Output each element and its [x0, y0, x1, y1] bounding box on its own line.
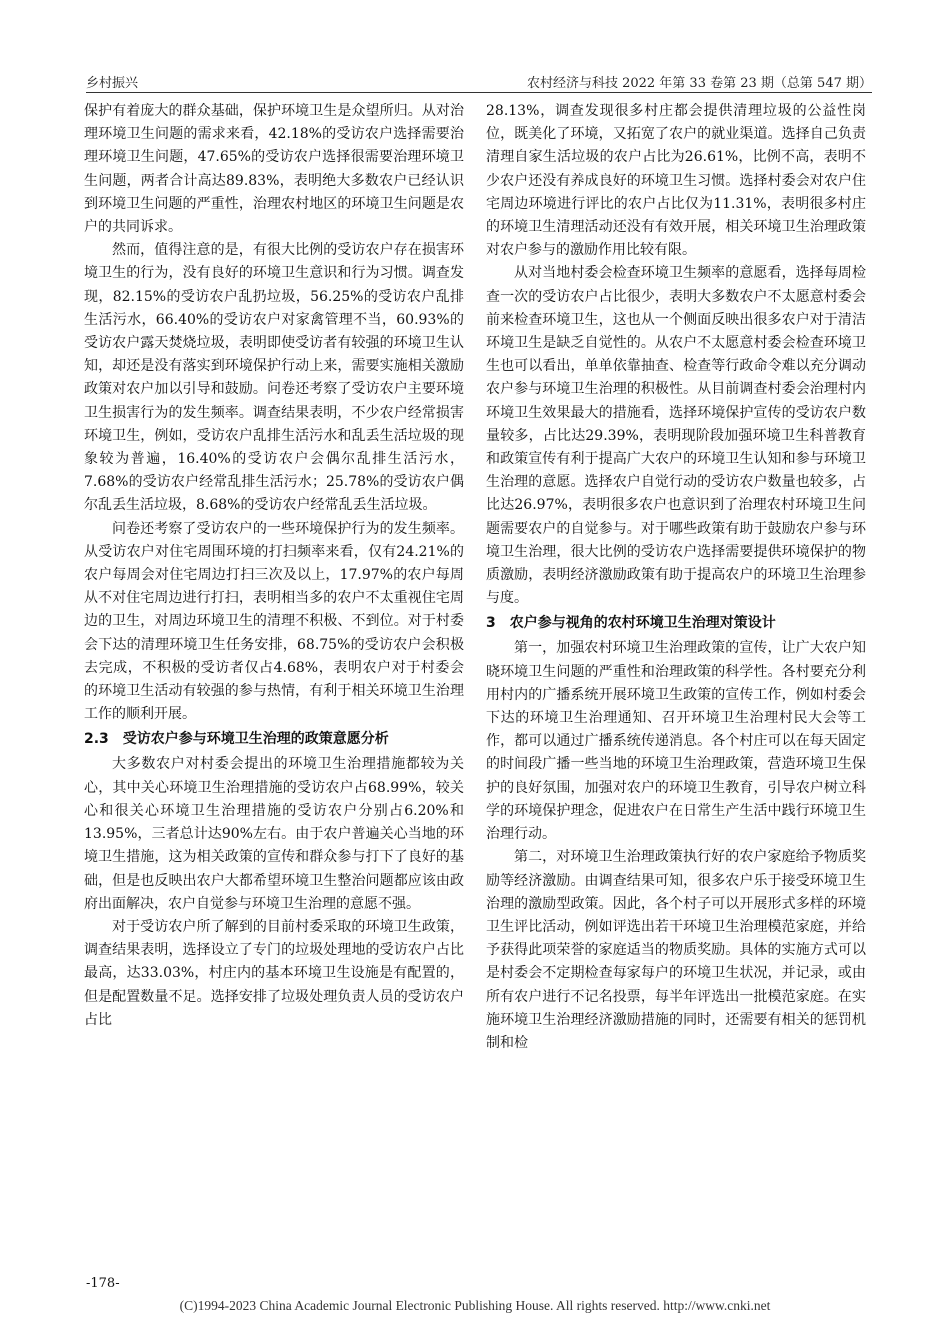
paragraph: 然而，值得注意的是，有很大比例的受访农户存在损害环境卫生的行为，没有良好的环境卫生意识和行为习惯。调查发现，82.15%的受访农户乱扔垃圾，56.25%的受访农户乱排生活污水，66.40%的受访农户对家禽管理不当，60.93%的受访农户露天焚烧垃圾，表明即使受访者有较强的环境卫生认知，却还是没有落实到环境保护行动上来，需要实施相关激励政策对农户加以引导和鼓励。问卷还考察了受访农户主要环境卫生损害行为的发生频率。调查结果表明，不少农户经常损害环境卫生，例如，受访农户乱排生活污水和乱丢生活垃圾的现象较为普遍，16.40%的受访农户会偶尔乱排生活污水，7.68%的受访农户经常乱排生活污水；25.78%的受访农户偶尔乱丢生活垃圾，8.68%的受访农户经常乱丢生活垃圾。: [84, 242, 464, 514]
section-heading-3: 3 农户参与视角的农村环境卫生治理对策设计: [486, 615, 776, 632]
running-header-section: 乡村振兴: [86, 76, 139, 91]
paragraph: 第一，加强农村环境卫生治理政策的宣传，让广大农户知晓环境卫生问题的严重性和治理政策的科学性。各村要充分利用村内的广播系统开展环境卫生政策的宣传工作，例如村委会下达的环境卫生治理通知、召开环境卫生治理村民大会等工作，都可以通过广播系统传递消息。各个村庄可以在每天固定的时间段广播一些当地的环境卫生治理政策，营造环境卫生保护的良好氛围，加强对农户的环境卫生教育，引导农户树立科学的环境保护理念，促进农户在日常生产生活中践行环境卫生治理行动。: [486, 640, 866, 843]
section-heading-2-3: 2.3 受访农户参与环境卫生治理的政策意愿分析: [84, 731, 389, 748]
left-column: [84, 100, 464, 1032]
page-number: -178-: [86, 1276, 120, 1291]
paragraph: 对于受访农户所了解到的目前村委采取的环境卫生政策，调查结果表明，选择设立了专门的垃圾处理地的受访农户占比最高，达33.03%，村庄内的基本环境卫生设施是有配置的，但是配置数量不足。选择安排了垃圾处理负责人员的受访农户占比: [84, 918, 464, 1028]
right-column: [486, 100, 866, 1055]
running-header-journal: 农村经济与科技 2022 年第 33 卷第 23 期（总第 547 期）: [526, 76, 872, 91]
paragraph: 从对当地村委会检查环境卫生频率的意愿看，选择每周检查一次的受访农户占比很少，表明大多数农户不太愿意村委会前来检查环境卫生，这也从一个侧面反映出很多农户对于清洁环境卫生是缺乏自觉性的。从农户不太愿意村委会检查环境卫生也可以看出，单单依靠抽查、检查等行政命令难以充分调动农户参与环境卫生治理的积极性。从目前调查村委会治理村内环境卫生效果最大的措施看，选择环境保护宣传的受访农户数量较多，占比达29.39%，表明现阶段加强环境卫生科普教育和政策宣传有利于提高广大农户的环境卫生认知和参与环境卫生治理的意愿。选择农户自觉行动的受访农户数量也较多，占比达26.97%，表明很多农户也意识到了治理农村环境卫生问题需要农户的自觉参与。对于哪些政策有助于鼓励农户参与环境卫生治理，很大比例的受访农户选择需要提供环境保护的物质激励，表明经济激励政策有助于提高农户的环境卫生治理参与度。: [486, 265, 866, 607]
paragraph: 问卷还考察了受访农户的一些环境保护行为的发生频率。从受访农户对住宅周围环境的打扫频率来看，仅有24.21%的农户每周会对住宅周边打扫三次及以上，17.97%的农户每周从不对住宅周边进行打扫，表明相当多的农户不太重视住宅周边的卫生，对周边环境卫生的清理不积极、不到位。对于村委会下达的清理环境卫生任务安排，68.75%的受访农户会积极去完成，不积极的受访者仅占4.68%，表明农户对于村委会的环境卫生活动有较强的参与热情，有利于相关环境卫生治理工作的顺利开展。: [84, 520, 464, 723]
header-divider: [86, 92, 872, 93]
paragraph: 保护有着庞大的群众基础，保护环境卫生是众望所归。从对治理环境卫生问题的需求来看，42.18%的受访农户选择需要治理环境卫生问题，47.65%的受访农户选择很需要治理环境卫生问题，两者合计高达89.83%，表明绝大多数农户已经认识到环境卫生问题的严重性，治理农村地区的环境卫生问题是农户的共同诉求。: [84, 103, 464, 236]
copyright-footer: (C)1994-2023 China Academic Journal Electronic Publishing House. All rights reserved. http://www.cnki.net: [179, 1298, 771, 1313]
paragraph: 大多数农户对村委会提出的环境卫生治理措施都较为关心，其中关心环境卫生治理措施的受访农户占68.99%，较关心和很关心环境卫生治理措施的受访农户分别占6.20%和13.95%，三者总计达90%左右。由于农户普遍关心当地的环境卫生措施，这为相关政策的宣传和群众参与打下了良好的基础，但是也反映出农户大都希望环境卫生整治问题都应该由政府出面解决，农户自觉参与环境卫生治理的意愿不强。: [84, 756, 464, 912]
paragraph: 第二，对环境卫生治理政策执行好的农户家庭给予物质奖励等经济激励。由调查结果可知，很多农户乐于接受环境卫生治理的激励型政策。因此，各个村子可以开展形式多样的环境卫生评比活动，例如评选出若干环境卫生治理模范家庭，并给予获得此项荣誉的家庭适当的物质奖励。具体的实施方式可以是村委会不定期检查每家每户的环境卫生状况，并记录，或由所有农户进行不记名投票，每半年评选出一批模范家庭。在实施环境卫生治理经济激励措施的同时，还需要有相关的惩罚机制和检: [486, 849, 866, 1051]
paragraph: 28.13%，调查发现很多村庄都会提供清理垃圾的公益性岗位，既美化了环境，又拓宽了农户的就业渠道。选择自己负责清理自家生活垃圾的农户占比为26.61%，比例不高，表明不少农户还没有养成良好的环境卫生习惯。选择村委会对农户住宅周边环境进行评比的农户占比仅为11.31%，表明很多村庄的环境卫生清理活动还没有有效开展，相关环境卫生治理政策对农户参与的激励作用比较有限。: [486, 103, 866, 259]
